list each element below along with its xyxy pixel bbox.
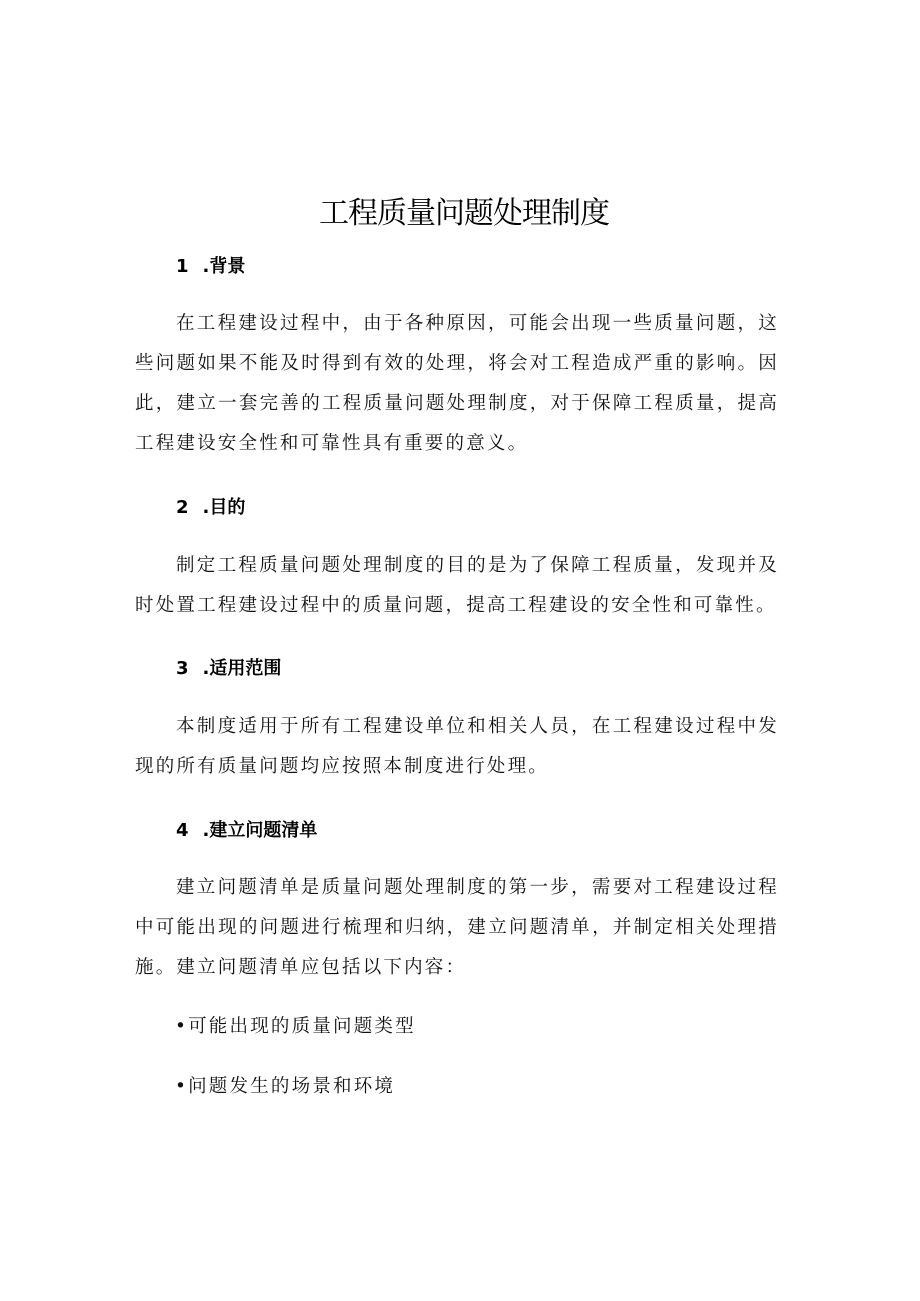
document-title: 工程质量问题处理制度 — [319, 196, 609, 231]
section-1-paragraph: 在工程建设过程中，由于各种原因，可能会出现一些质量问题，这些问题如果不能及时得到有效的处理，将会对工程造成严重的影响。因此，建立一套完善的工程质量问题处理制度，对于保障工程质量，提高工程建设安全性和可靠性具有重要的意义。 — [135, 313, 779, 454]
section-number: 2 — [176, 497, 189, 518]
section-heading-1 — [176, 254, 245, 280]
section-3-paragraph: 本制度适用于所有工程建设单位和相关人员，在工程建设过程中发现的所有质量问题均应按照本制度进行处理。 — [135, 716, 779, 777]
section-title: .适用范围 — [202, 658, 282, 679]
section-number: 1 — [176, 256, 189, 277]
list-item: •问题发生的场景和环境 — [175, 1076, 396, 1097]
section-2-paragraph: 制定工程质量问题处理制度的目的是为了保障工程质量，发现并及时处置工程建设过程中的质量问题，提高工程建设的安全性和可靠性。 — [135, 555, 779, 616]
section-number: 3 — [176, 658, 189, 679]
section-heading-2 — [176, 495, 245, 521]
list-item: •可能出现的质量问题类型 — [175, 1016, 416, 1037]
section-heading-3 — [176, 656, 281, 682]
section-number: 4 — [176, 820, 189, 841]
section-title: .目的 — [202, 497, 246, 518]
section-heading-4 — [176, 818, 317, 844]
section-title: .背景 — [202, 256, 246, 277]
section-title: .建立问题清单 — [202, 820, 318, 841]
section-4-paragraph: 建立问题清单是质量问题处理制度的第一步，需要对工程建设过程中可能出现的问题进行梳理和归纳，建立问题清单，并制定相关处理措施。建立问题清单应包括以下内容： — [135, 877, 779, 978]
